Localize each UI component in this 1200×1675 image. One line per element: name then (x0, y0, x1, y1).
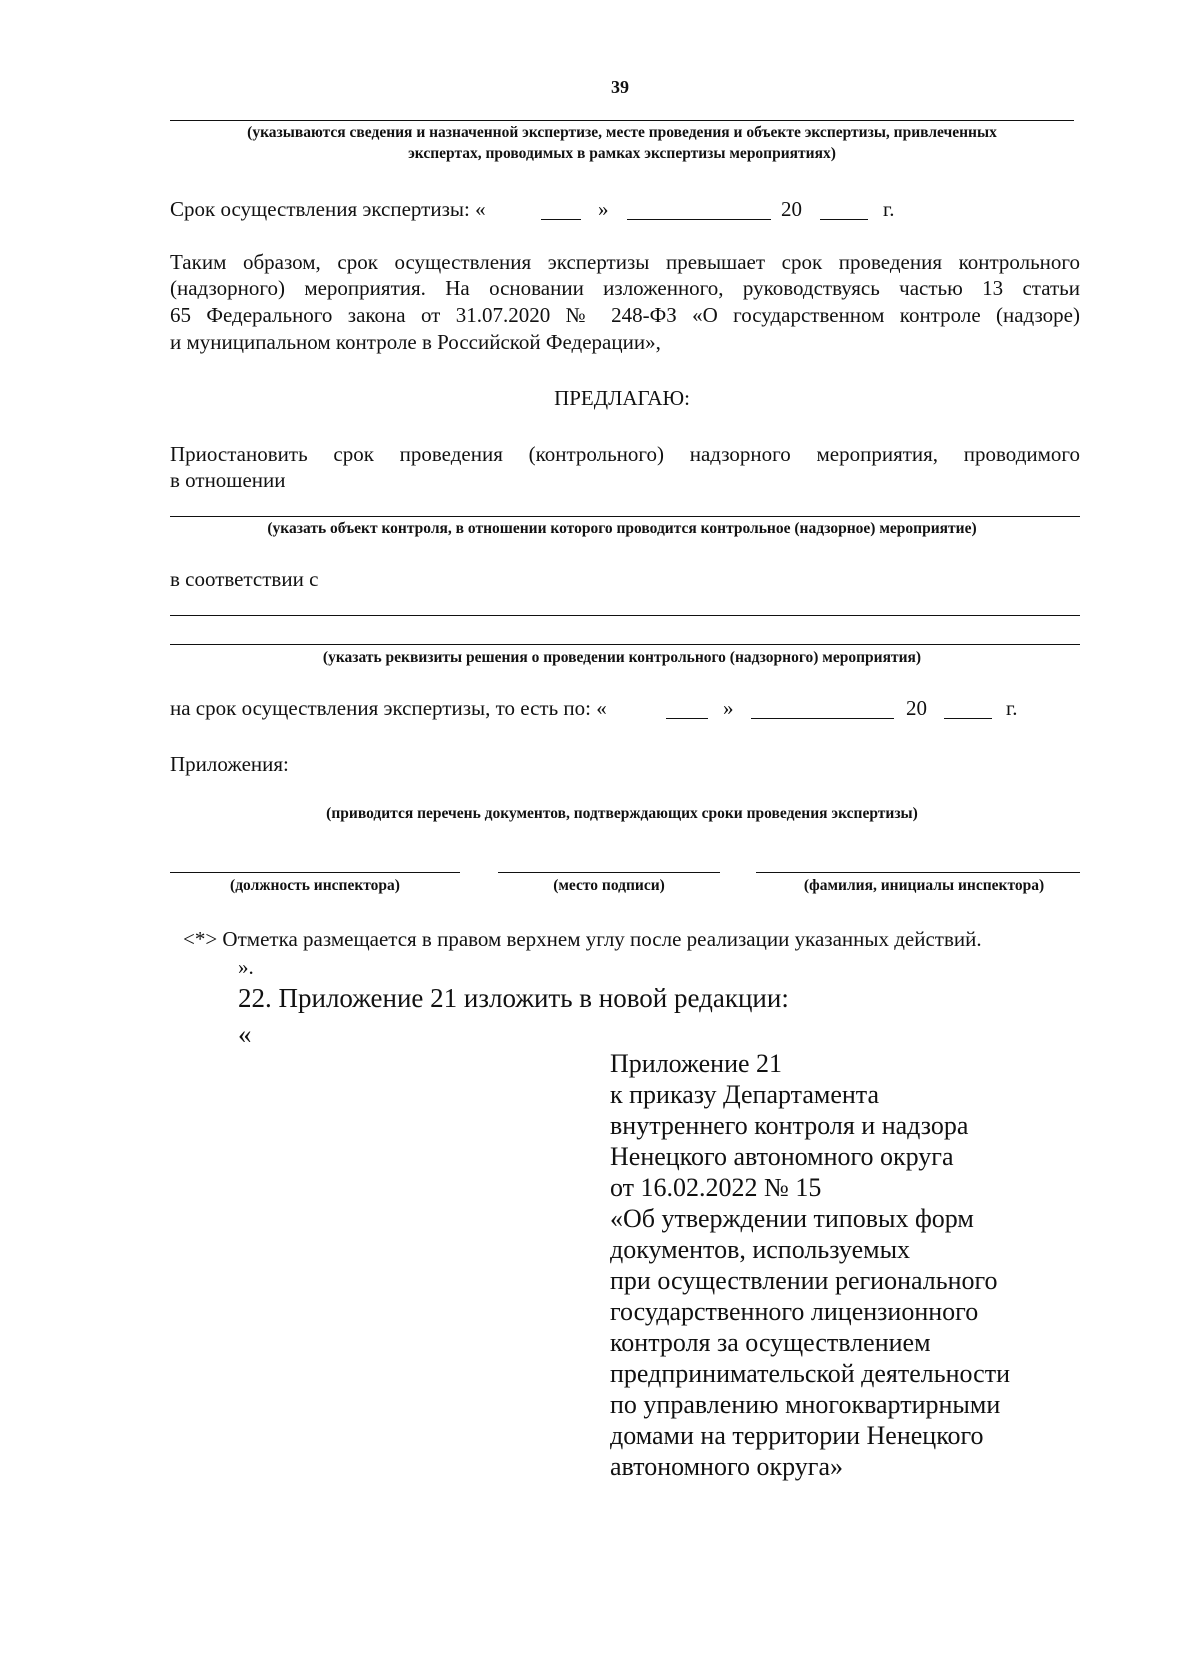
appendix-line: домами на территории Ненецкого (610, 1421, 984, 1450)
until-label: на срок осуществления экспертизы, то есть по: « (170, 696, 607, 720)
appendix-line: Ненецкого автономного округа (610, 1142, 954, 1171)
attachments-label: Приложения: (170, 752, 289, 776)
accordance-line2 (170, 644, 1080, 645)
object-caption: (указать объект контроля, в отношении которого проводится контрольное (надзорное) мероприятие) (267, 520, 977, 537)
appendix-line: государственного лицензионного (610, 1297, 979, 1326)
until-month-blank (751, 718, 894, 719)
footnote: <*> Отметка размещается в правом верхнем углу после реализации указанных действий. (183, 927, 982, 951)
para1-line2: (надзорного) мероприятия. На основании изложенного, руководствуясь частью 13 статьи (170, 276, 1080, 300)
term-month-blank (627, 219, 771, 220)
appendix-line: от 16.02.2022 № 15 (610, 1173, 822, 1202)
opening-quote: « (238, 1019, 252, 1049)
closing-quote: ». (238, 955, 254, 979)
term-year-blank (820, 219, 868, 220)
term-year-suffix: г. (883, 197, 895, 221)
accordance-line1 (170, 615, 1080, 616)
signature-name-caption: (фамилия, инициалы инспектора) (803, 877, 1045, 894)
until-quote-close: » (723, 696, 734, 720)
suspend-line2: в отношении (170, 468, 286, 492)
term-label: Срок осуществления экспертизы: « (170, 197, 486, 221)
appendix-line: контроля за осуществлением (610, 1328, 931, 1357)
term-day-blank (541, 219, 581, 220)
para1-line4: и муниципальном контроле в Российской Федерации», (170, 330, 661, 354)
para1-line1: Таким образом, срок осуществления экспертизы превышает срок проведения контрольного (170, 250, 1080, 274)
para1-line3: 65 Федерального закона от 31.07.2020 № 248-ФЗ «О государственном контроле (надзоре) (170, 303, 1080, 327)
expertise-caption-line1: (указываются сведения и назначенной экспертизе, месте проведения и объекте экспертизы, привлеченных (247, 124, 997, 141)
signature-place-line (498, 872, 720, 873)
signature-position-line (170, 872, 460, 873)
until-year-prefix: 20 (906, 696, 927, 720)
appendix-line: предпринимательской деятельности (610, 1359, 1010, 1388)
appendix-line: Приложение 21 (610, 1049, 783, 1078)
term-year-prefix: 20 (781, 197, 802, 221)
appendix-line: внутреннего контроля и надзора (610, 1111, 969, 1140)
appendix-line: к приказу Департамента (610, 1080, 880, 1109)
appendix-line: при осуществлении регионального (610, 1266, 998, 1295)
object-line (170, 516, 1080, 517)
appendix-line: по управлению многоквартирными (610, 1390, 1001, 1419)
until-year-blank (944, 718, 992, 719)
term-quote-close: » (598, 197, 609, 221)
expertise-caption-line2: экспертах, проводимых в рамках экспертизы мероприятиях) (408, 145, 836, 162)
expertise-info-line (170, 120, 1074, 121)
signature-place-caption: (место подписи) (553, 877, 665, 894)
page-number: 39 (611, 77, 629, 97)
suspend-line1: Приостановить срок проведения (контрольного) надзорного мероприятия, проводимого (170, 442, 1080, 466)
signature-name-line (756, 872, 1080, 873)
signature-position-caption: (должность инспектора) (230, 877, 400, 894)
attachments-caption: (приводится перечень документов, подтверждающих сроки проведения экспертизы) (326, 805, 918, 822)
item22-text: 22. Приложение 21 изложить в новой редакции: (238, 983, 789, 1013)
appendix-line: автономного округа» (610, 1452, 843, 1481)
propose-heading: ПРЕДЛАГАЮ: (554, 386, 690, 410)
appendix-line: документов, используемых (610, 1235, 911, 1264)
accordance-label: в соответствии с (170, 567, 319, 591)
decision-caption: (указать реквизиты решения о проведении контрольного (надзорного) мероприятия) (322, 649, 922, 666)
until-year-suffix: г. (1006, 696, 1018, 720)
until-day-blank (666, 718, 708, 719)
appendix-line: «Об утверждении типовых форм (610, 1204, 974, 1233)
